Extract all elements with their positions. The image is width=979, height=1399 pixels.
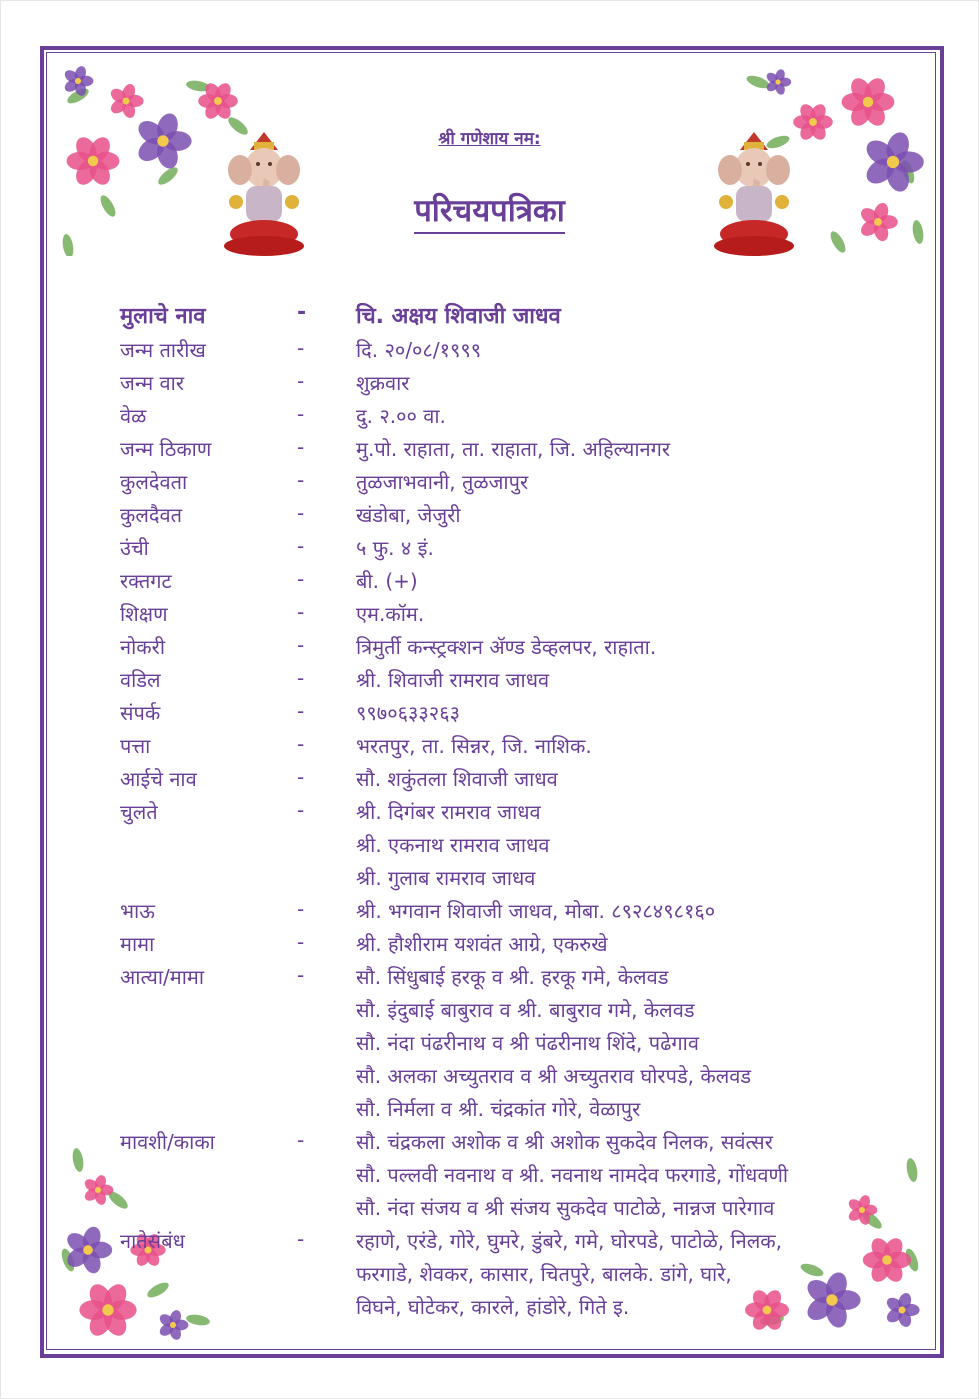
detail-label: शिक्षण (120, 602, 168, 626)
detail-row (0, 630, 979, 663)
detail-value: विघने, घोटेकर, कारले, हांडोरे, गिते इ. (356, 1295, 630, 1319)
detail-row (0, 993, 979, 1026)
detail-row (0, 828, 979, 861)
detail-row (0, 696, 979, 729)
detail-row (0, 432, 979, 465)
detail-row (0, 960, 979, 993)
separator-dash: - (297, 1128, 305, 1152)
separator-dash: - (297, 666, 305, 690)
detail-row (0, 1224, 979, 1257)
separator-dash: - (297, 732, 305, 756)
separator-dash: - (297, 897, 305, 921)
detail-label: आईचे नाव (120, 767, 197, 791)
detail-value: रहाणे, एरंडे, गोरे, घुमरे, डुंबरे, गमे, घोरपडे, पाटोळे, निलक, (356, 1229, 782, 1253)
detail-row (0, 729, 979, 762)
detail-value: त्रिमुर्ती कन्स्ट्रक्शन ॲण्ड डेव्हलपर, राहाता. (356, 635, 657, 659)
detail-label: नोकरी (120, 635, 165, 659)
separator-dash: - (297, 963, 305, 987)
separator-dash: - (297, 633, 305, 657)
detail-row (0, 927, 979, 960)
separator-dash: - (297, 435, 305, 459)
page-title: परिचयपत्रिका (0, 192, 979, 234)
detail-row (0, 1290, 979, 1323)
detail-label: जन्म तारीख (120, 338, 206, 362)
separator-dash: - (297, 567, 305, 591)
separator-dash: - (297, 336, 305, 360)
detail-label: चुलते (120, 800, 158, 824)
separator-dash: - (297, 600, 305, 624)
detail-label: भाऊ (120, 899, 155, 923)
detail-row (0, 366, 979, 399)
detail-value: खंडोबा, जेजुरी (356, 503, 461, 527)
detail-row (0, 1059, 979, 1092)
detail-value: सौ. पल्लवी नवनाथ व श्री. नवनाथ नामदेव फरगाडे, गोंधवणी (356, 1163, 789, 1187)
detail-row (0, 1257, 979, 1290)
separator-dash: - (297, 765, 305, 789)
detail-label: संपर्क (120, 701, 161, 725)
separator-dash: - (297, 534, 305, 558)
detail-row (0, 663, 979, 696)
detail-value: सौ. चंद्रकला अशोक व श्री अशोक सुकदेव निलक, सवंत्सर (356, 1130, 773, 1154)
detail-row (0, 1092, 979, 1125)
detail-row (0, 333, 979, 366)
invocation-text: श्री गणेशाय नम: (438, 129, 541, 149)
detail-row (0, 762, 979, 795)
separator-dash: - (297, 798, 305, 822)
detail-label: नातेसंबंध (120, 1229, 185, 1253)
detail-label: पत्ता (120, 734, 151, 758)
biodata-details (0, 297, 979, 1323)
detail-row (0, 498, 979, 531)
detail-value: सौ. इंदुबाई बाबुराव व श्री. बाबुराव गमे, केलवड (356, 998, 695, 1022)
flower-icon (842, 75, 895, 130)
detail-row (0, 399, 979, 432)
detail-label: मुलाचे नाव (120, 304, 206, 329)
separator-dash: - (297, 369, 305, 393)
detail-label: वडिल (120, 668, 161, 692)
detail-row (0, 894, 979, 927)
flower-icon (62, 65, 93, 98)
detail-row (0, 1191, 979, 1224)
flower-icon (108, 82, 143, 119)
separator-dash: - (297, 402, 305, 426)
detail-value: श्री. एकनाथ रामराव जाधव (356, 833, 550, 857)
detail-label: मावशी/काका (120, 1130, 215, 1154)
detail-row (0, 531, 979, 564)
detail-label: जन्म ठिकाण (120, 437, 212, 461)
detail-label: जन्म वार (120, 371, 184, 395)
detail-value: सौ. अलका अच्युतराव व श्री अच्युतराव घोरपडे, केलवड (356, 1064, 752, 1088)
detail-row (0, 465, 979, 498)
detail-value: सौ. नंदा संजय व श्री संजय सुकदेव पाटोळे, नान्नज पारेगाव (356, 1196, 775, 1220)
detail-value: श्री. शिवाजी रामराव जाधव (356, 668, 550, 692)
separator-dash: - (297, 699, 305, 723)
detail-row (0, 795, 979, 828)
detail-value: ९९७०६३३२६३ (356, 701, 460, 725)
detail-row (0, 861, 979, 894)
separator-dash: - (297, 300, 307, 325)
detail-label: कुलदैवत (120, 503, 183, 527)
detail-row (0, 564, 979, 597)
separator-dash: - (297, 501, 305, 525)
separator-dash: - (297, 1227, 305, 1251)
detail-value: एम.कॉम. (356, 602, 425, 626)
detail-value: शुक्रवार (356, 371, 410, 395)
detail-value: श्री. भगवान शिवाजी जाधव, मोबा. ८९२८४९८१६० (356, 899, 716, 923)
detail-row (0, 1026, 979, 1059)
detail-row (0, 1158, 979, 1191)
detail-label: आत्या/मामा (120, 965, 205, 989)
detail-label: मामा (120, 932, 155, 956)
separator-dash: - (297, 930, 305, 954)
detail-value: चि. अक्षय शिवाजी जाधव (356, 304, 561, 329)
detail-value: श्री. दिगंबर रामराव जाधव (356, 800, 541, 824)
detail-value: दु. २.०० वा. (356, 404, 446, 428)
detail-label: उंची (120, 536, 149, 560)
detail-value: दि. २०/०८/१९९९ (356, 338, 482, 362)
detail-value: सौ. सिंधुबाई हरकू व श्री. हरकू गमे, केलवड (356, 965, 669, 989)
detail-value: तुळजाभवानी, तुळजापुर (356, 470, 529, 494)
detail-value: सौ. निर्मला व श्री. चंद्रकांत गोरे, वेळापुर (356, 1097, 641, 1121)
detail-row (0, 297, 979, 333)
detail-value: श्री. हौशीराम यशवंत आग्रे, एकरुखे (356, 932, 608, 956)
detail-label: कुलदेवता (120, 470, 188, 494)
detail-value: फरगाडे, शेवकर, कासार, चितपुरे, बालके. डांगे, घारे, (356, 1262, 732, 1286)
detail-row (0, 1125, 979, 1158)
detail-label: रक्तगट (120, 569, 172, 593)
detail-value: बी. (+) (356, 569, 418, 593)
detail-value: ५ फु. ४ इं. (356, 536, 434, 560)
detail-value: भरतपुर, ता. सिन्नर, जि. नाशिक. (356, 734, 592, 758)
detail-row (0, 597, 979, 630)
separator-dash: - (297, 468, 305, 492)
detail-label: वेळ (120, 404, 147, 428)
detail-value: श्री. गुलाब रामराव जाधव (356, 866, 536, 890)
detail-value: मु.पो. राहाता, ता. राहाता, जि. अहिल्यानगर (356, 437, 671, 461)
detail-value: सौ. शकुंतला शिवाजी जाधव (356, 767, 558, 791)
flower-icon (765, 68, 792, 96)
detail-value: सौ. नंदा पंढरीनाथ व श्री पंढरीनाथ शिंदे, पढेगाव (356, 1031, 699, 1055)
leaf-icon (61, 233, 75, 256)
